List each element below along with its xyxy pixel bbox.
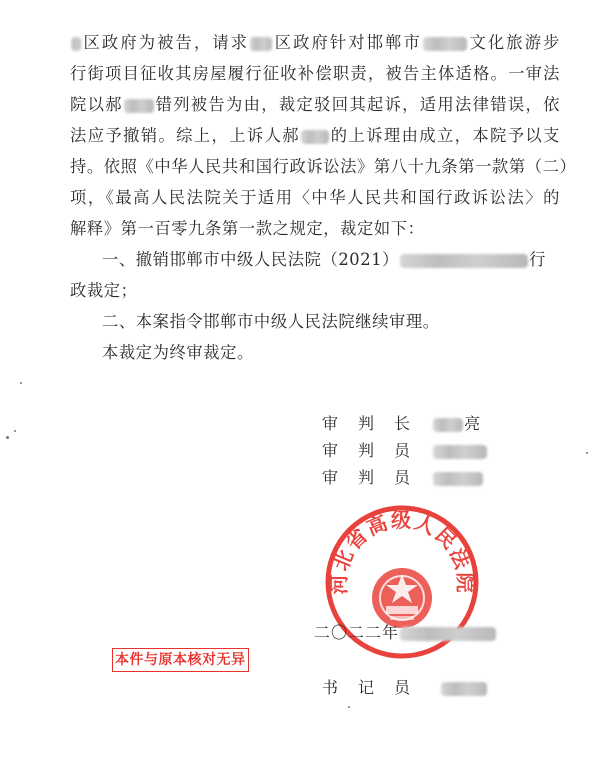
text-fragment: 的上诉理由成立，本院予以支 xyxy=(330,126,560,145)
scan-speck xyxy=(14,430,16,432)
text-fragment: 二、本案指令邯郸市中级人民法院继续审理。 xyxy=(102,312,440,331)
text-fragment: 行街项目征收其房屋履行征收补偿职责，被告主体适格。一审法 xyxy=(70,64,560,83)
body-line-4 xyxy=(70,121,560,151)
redaction xyxy=(433,418,463,432)
signature-row-clerk xyxy=(322,675,488,701)
text-fragment: 院以郝 xyxy=(70,95,123,114)
certification-stamp: 本件与原本核对无异 xyxy=(112,648,249,672)
body-line-8 xyxy=(102,245,560,275)
redaction xyxy=(301,130,329,144)
body-line-2 xyxy=(70,59,560,89)
signature-row-judge-2 xyxy=(322,465,484,491)
judgment-date xyxy=(314,620,497,646)
body-line-3 xyxy=(70,90,560,120)
text-fragment: 项，《最高人民法院关于适用〈中华人民共和国行政诉讼法〉的 xyxy=(70,188,560,207)
signature-row-presiding-judge xyxy=(322,411,480,437)
text-fragment: 解释》第一百零九条第一款之规定，裁定如下： xyxy=(70,219,425,238)
national-emblem-icon xyxy=(372,568,432,628)
signature-role: 书记员 xyxy=(322,678,410,697)
redaction xyxy=(441,682,487,696)
text-fragment: 法应予撤销。综上，上诉人郝 xyxy=(70,126,300,145)
body-line-9 xyxy=(70,276,560,306)
redaction xyxy=(423,37,467,51)
seal-text: 河北省高级人民法院 xyxy=(326,508,478,595)
text-fragment: 行 xyxy=(529,250,546,269)
text-fragment: 请求 xyxy=(212,33,250,52)
scan-speck xyxy=(348,706,350,708)
scan-speck xyxy=(586,452,588,454)
date-text: 二〇二二年 xyxy=(314,623,400,642)
text-fragment: 区政府针对邯郸市 xyxy=(273,33,422,52)
text-fragment: 本裁定为终审裁定。 xyxy=(102,343,254,362)
redaction xyxy=(71,37,81,51)
redaction xyxy=(250,37,272,51)
text-fragment: 文化旅游步 xyxy=(467,33,560,52)
redaction xyxy=(400,627,496,641)
redaction xyxy=(124,99,154,113)
body-line-6 xyxy=(70,183,560,213)
body-line-1 xyxy=(70,28,560,58)
text-fragment: 错列被告为由，裁定驳回其起诉，适用法律错误，依 xyxy=(154,95,560,114)
scan-speck xyxy=(6,436,9,439)
redaction xyxy=(433,445,487,459)
signature-name: 亮 xyxy=(464,414,481,433)
signature-role: 审判员 xyxy=(322,441,410,460)
text-fragment: 区政府为被告， xyxy=(82,33,213,52)
body-line-5 xyxy=(70,152,577,182)
signature-role: 审判长 xyxy=(322,414,410,433)
text-fragment: 持。依照《中华人民共和国行政诉讼法》第八十九条第一款第（二） xyxy=(70,157,577,176)
redaction xyxy=(433,472,483,486)
scan-speck xyxy=(20,382,22,384)
body-line-7 xyxy=(70,214,560,244)
body-line-11 xyxy=(102,338,560,368)
signature-row-judge-1 xyxy=(322,438,488,464)
text-fragment: 政裁定； xyxy=(70,281,138,300)
body-line-10 xyxy=(102,307,560,337)
text-fragment: 一、撤销邯郸市中级人民法院（2021） xyxy=(102,250,400,269)
signature-role: 审判员 xyxy=(322,468,410,487)
redaction xyxy=(400,254,528,268)
